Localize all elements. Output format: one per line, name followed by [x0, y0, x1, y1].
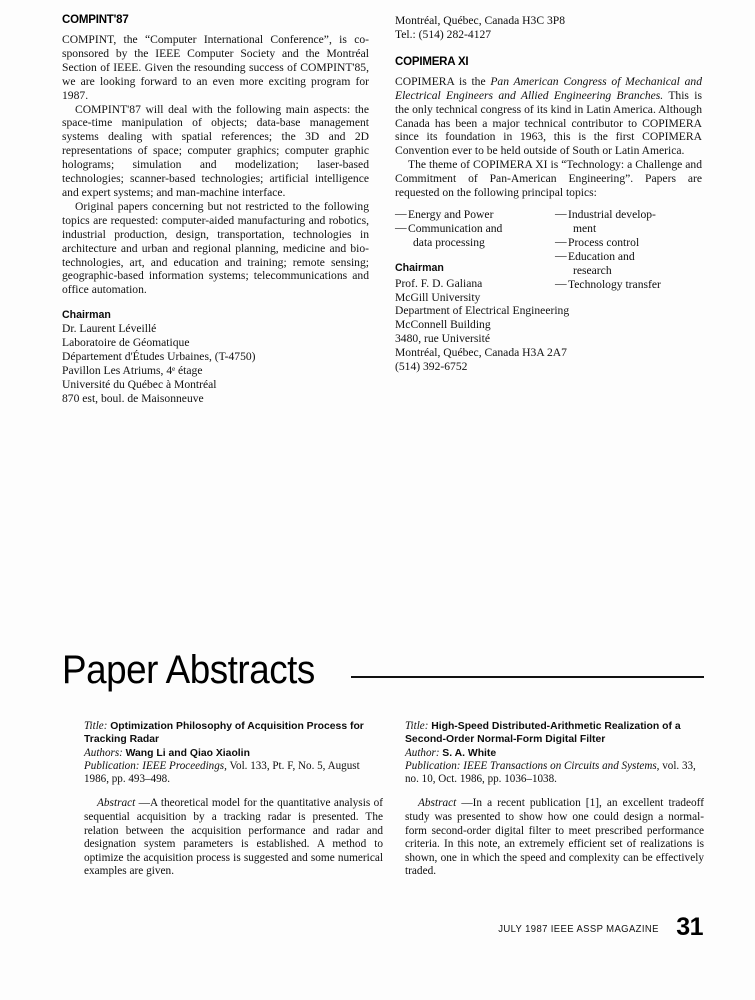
- compint-paragraph-1: COMPINT, the “Computer International Conference”, is co-sponsored by the IEEE Computer Society and the Montréal Section of IEEE. Given the resounding success of COMPINT'85, we are looking forward to an even more exciting program for 1987.: [62, 33, 369, 102]
- abstract-body-text: A theoretical model for the quantitative analysis of sequential acquisition by a tracking radar is presented. The relation between the acquisition performance and radar and designation system parameters is established. A method to optimize the acquisition process is suggested and some numerical examples are given.: [84, 797, 383, 878]
- abstract-title-value: Optimization Philosophy of Acquisition Process for Tracking Radar: [84, 721, 364, 746]
- abstract-authors-value: Wang Li and Qiao Xiaolin: [125, 747, 250, 759]
- abstract-publication-journal: IEEE Proceedings,: [142, 759, 227, 772]
- topic-label: Energy and Power: [408, 207, 494, 221]
- abstract-title-key: Title:: [84, 720, 108, 732]
- compint-chairman-label: Chairman: [62, 309, 111, 322]
- abstract-body: [84, 797, 383, 879]
- abstract-entry: [405, 720, 704, 879]
- topic-label-continued: ment: [573, 221, 597, 235]
- address-line: (514) 392-6752: [395, 360, 468, 374]
- news-section: [62, 14, 702, 406]
- banner-horizontal-rule: [351, 676, 704, 678]
- abstract-publication-field: [405, 760, 704, 787]
- address-line: 3480, rue Université: [395, 332, 490, 346]
- abstract-title-value: High-Speed Distributed-Arithmetic Realization of a Second-Order Normal-Form Digital Filter: [405, 721, 681, 746]
- address-line: Université du Québec à Montréal: [62, 377, 217, 391]
- address-line: Prof. F. D. Galiana: [395, 276, 483, 290]
- abstract-entry: [84, 720, 383, 879]
- copimera-chairman-label: Chairman: [395, 261, 444, 274]
- page-footer: [494, 912, 703, 941]
- abstract-dash: —: [461, 797, 473, 810]
- page-number: 31: [676, 913, 703, 941]
- abstract-publication-field: [84, 760, 383, 787]
- topics-column-left: [395, 207, 570, 374]
- topic-label: Process control: [568, 235, 640, 249]
- section-heading-compint: COMPINT'87: [62, 14, 129, 26]
- topic-dash: —: [395, 221, 407, 235]
- abstract-authors-field: [405, 747, 704, 760]
- address-line: McConnell Building: [395, 318, 491, 332]
- copimera-paragraph-2: The theme of COPIMERA XI is “Technology: a Challenge and Commitment of Pan-American Engineering”. Papers are requested on the following principal topics:: [395, 158, 702, 200]
- address-line: Laboratoire de Géomatique: [62, 336, 190, 350]
- topic-dash: —: [555, 277, 567, 290]
- topic-label: Education and: [568, 249, 635, 263]
- topic-dash: —: [395, 207, 407, 221]
- address-line: Dr. Laurent Léveillé: [62, 322, 157, 336]
- topic-dash: —: [555, 249, 567, 263]
- paper-abstracts-title: Paper Abstracts: [62, 648, 315, 692]
- address-line: 870 est, boul. de Maisonneuve: [62, 391, 204, 405]
- abstract-body: [405, 797, 704, 879]
- abstract-authors-key: Authors:: [84, 746, 123, 759]
- copimera-congress-name: Pan American Congress of Mechanical and Electrical Engineers and Allied Engineering Branches.: [395, 74, 702, 102]
- abstract-authors-key: Author:: [405, 746, 440, 759]
- abstract-publication-details: Vol. 133, Pt. F, No. 5, August 1986, pp. 493–498.: [84, 759, 360, 786]
- address-line: Department of Electrical Engineering: [395, 304, 570, 318]
- abstract-publication-key: Publication:: [405, 759, 461, 772]
- address-line: McGill University: [395, 290, 481, 304]
- copimera-paragraph-1: [395, 75, 702, 158]
- copimera-topics-list: [395, 208, 702, 374]
- topic-dash: —: [555, 235, 567, 249]
- footer-issue-text: JULY 1987 IEEE ASSP MAGAZINE: [498, 924, 659, 935]
- abstract-body-text: In a recent publication [1], an excellent tradeoff study was presented to show how one could design a normal-form second-order digital filter to meet prescribed performance criteria. In this note, an extremely efficient set of realizations is shown, one in which the speed and complexity can be effectively traded.: [405, 797, 704, 878]
- address-line: Pavillon Les Atriums, 4ᵉ étage: [62, 363, 203, 377]
- copimera-para1-suffix: This is the only technical congress of its kind in Latin America. Although Canada has been a major technical contributor to COPIMERA since its foundation in 1963, this is the first COPIMERA Convention ever to be held outside of South or Latin America.: [395, 88, 702, 158]
- topic-label: Technology transfer: [568, 277, 661, 291]
- topic-item: [555, 278, 701, 292]
- topic-item: [555, 236, 701, 250]
- abstract-authors-field: [84, 747, 383, 760]
- topic-item: [555, 208, 701, 236]
- topic-dash: —: [555, 207, 567, 221]
- topic-item: [395, 222, 541, 250]
- news-column-right: [395, 14, 702, 406]
- abstract-publication-journal: IEEE Transactions on Circuits and Systems,: [463, 759, 660, 772]
- abstract-dash: —: [138, 797, 150, 810]
- abstract-publication-key: Publication:: [84, 759, 140, 772]
- abstract-title-key: Title:: [405, 720, 429, 732]
- abstract-label: Abstract: [97, 797, 136, 810]
- address-line: Département d'Études Urbaines, (T-4750): [62, 350, 256, 364]
- topic-label-continued: research: [573, 263, 612, 277]
- topic-item: [555, 250, 701, 278]
- address-line: Montréal, Québec, Canada H3A 2A7: [395, 346, 567, 360]
- abstract-title-field: [405, 720, 704, 747]
- abstracts-section: [84, 720, 704, 879]
- topic-item: [395, 208, 541, 222]
- abstract-label: Abstract: [418, 797, 457, 810]
- copimera-chairman-address: [395, 276, 570, 374]
- compint-address-continuation: [395, 14, 702, 42]
- topic-label: Industrial develop-: [568, 207, 656, 221]
- paper-abstracts-banner: [62, 650, 704, 690]
- abstract-publication-details: vol. 33, no. 10, Oct. 1986, pp. 1036–1038.: [405, 759, 696, 786]
- topic-label-continued: data processing: [413, 235, 485, 249]
- topics-column-right: [555, 208, 701, 374]
- copimera-para1-prefix: COPIMERA is the: [395, 74, 491, 88]
- abstract-title-field: [84, 720, 383, 747]
- abstract-authors-value: S. A. White: [442, 747, 497, 759]
- address-line: Montréal, Québec, Canada H3C 3P8: [395, 14, 566, 27]
- compint-chairman-address: [62, 322, 369, 405]
- section-heading-copimera: COPIMERA XI: [395, 55, 469, 68]
- compint-paragraph-3: Original papers concerning but not restricted to the following topics are requested: computer-aided manufacturing and robotics, industrial production, design, transportation, technologies in architecture and urban and regional planning, medicine and bio-technologies, art, and education and training; remote sensing; geographic-based information systems; telecommunications and office automation.: [62, 199, 369, 297]
- topic-label: Communication and: [408, 221, 503, 235]
- address-line: Tel.: (514) 282-4127: [395, 27, 492, 41]
- compint-paragraph-2: COMPINT'87 will deal with the following main aspects: the space-time manipulation of objects; data-base management systems dealing with spatial references; the 3D and 2D representations of space; computer graphics; computer graphic holograms; simulation and modelization; laser-based technologies; scanner-based technologies; artificial intelligence and expert systems; and man-machine interface.: [62, 102, 369, 199]
- news-column-left: [62, 14, 369, 406]
